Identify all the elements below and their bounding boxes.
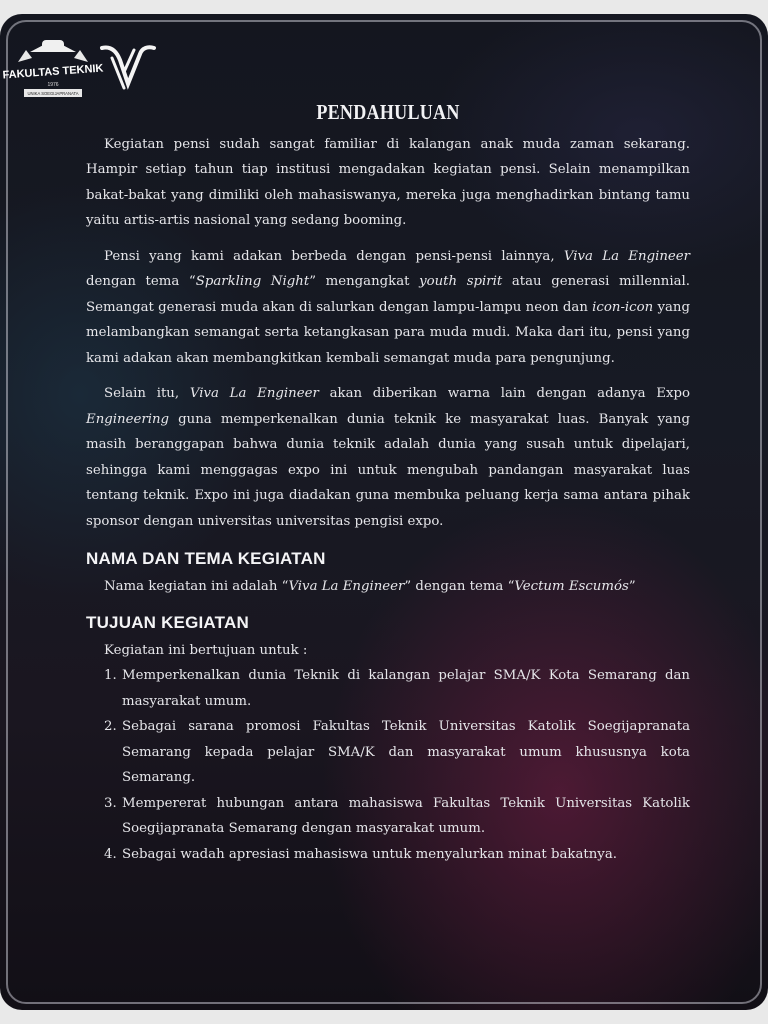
italic-term: Engineering	[86, 411, 170, 427]
italic-term: Viva La Engineer	[563, 248, 691, 264]
fakultas-teknik-logo	[2, 32, 104, 102]
list-number: 3.	[104, 795, 117, 811]
section-heading-nama-tema: NAMA DAN TEMA KEGIATAN	[86, 549, 326, 568]
italic-term: youth spirit	[419, 274, 503, 289]
page-title: PENDAHULUAN	[316, 100, 460, 124]
document-content	[86, 100, 690, 867]
list-number: 1.	[104, 668, 117, 683]
list-item	[104, 791, 690, 842]
italic-term: icon-icon	[592, 299, 654, 315]
italic-term: Viva La Engineer	[288, 579, 405, 594]
list-text: Mempererat hubungan antara mahasiswa Fakultas Teknik Universitas Katolik Soegijapranata Semarang dengan masyarakat umum.	[122, 795, 690, 836]
italic-term: Viva La Engineer	[189, 386, 319, 401]
pensi-paragraph: Pensi yang kami adakan berbeda dengan pensi-pensi lainnya, Viva La Engineer dengan tema “Sparkling Night” mengangkat youth spirit atau generasi millennial. Semangat generasi muda akan di salurkan dengan lampu-lampu neon dan icon-icon yang melambangkan semangat serta ketangkasan para muda mudi. Maka dari itu, pensi yang kami adakan akan membangkitkan kembali semangat muda para pengunjung.	[86, 248, 691, 366]
tujuan-list	[86, 663, 690, 867]
list-number: 2.	[104, 719, 117, 734]
list-item	[104, 663, 690, 714]
viva-la-engineer-logo	[96, 38, 160, 98]
nama-tema-text: Nama kegiatan ini adalah “Viva La Engineer” dengan tema “Vectum Escumós”	[104, 579, 636, 594]
list-text: Sebagai sarana promosi Fakultas Teknik Universitas Katolik Soegijapranata Semarang kepada pelajar SMA/K dan masyarakat umum khususnya kota Semarang.	[122, 719, 690, 785]
list-item	[104, 842, 690, 868]
italic-term: Vectum Escumós	[514, 579, 629, 594]
italic-term: Sparkling Night	[195, 274, 310, 289]
list-number: 4.	[104, 846, 117, 862]
expo-paragraph: Selain itu, Viva La Engineer akan diberikan warna lain dengan adanya Expo Engineering guna memperkenalkan dunia teknik ke masyarakat luas. Banyak yang masih beranggapan bahwa dunia teknik adalah dunia yang susah untuk dipelajari, sehingga kami menggagas expo ini untuk mengubah pandangan masyarakat luas tentang teknik. Expo ini juga diadakan guna membuka peluang kerja sama antara pihak sponsor dengan universitas universitas pengisi expo.	[86, 386, 690, 529]
list-item	[104, 714, 690, 791]
logo-sub-text: UNIKA SOEGIJAPRANATA	[27, 91, 79, 96]
intro-paragraph: Kegiatan pensi sudah sangat familiar di kalangan anak muda zaman sekarang. Hampir setiap tahun tiap institusi mengadakan kegiatan pensi. Selain menampilkan bakat-bakat yang dimiliki oleh mahasiswanya, mereka juga menghadirkan bintang tamu yaitu artis-artis nasional yang sedang booming.	[86, 136, 690, 228]
tujuan-intro: Kegiatan ini bertujuan untuk :	[104, 642, 308, 658]
list-text: Sebagai wadah apresiasi mahasiswa untuk menyalurkan minat bakatnya.	[122, 846, 617, 862]
document-page	[0, 14, 768, 1010]
logo-year-text: 1976	[47, 82, 59, 88]
section-heading-tujuan: TUJUAN KEGIATAN	[86, 612, 249, 632]
logo-fakultas-text: FAKULTAS TEKNIK	[2, 62, 104, 82]
list-text: Memperkenalkan dunia Teknik di kalangan pelajar SMA/K Kota Semarang dan masyarakat umum.	[122, 668, 690, 709]
